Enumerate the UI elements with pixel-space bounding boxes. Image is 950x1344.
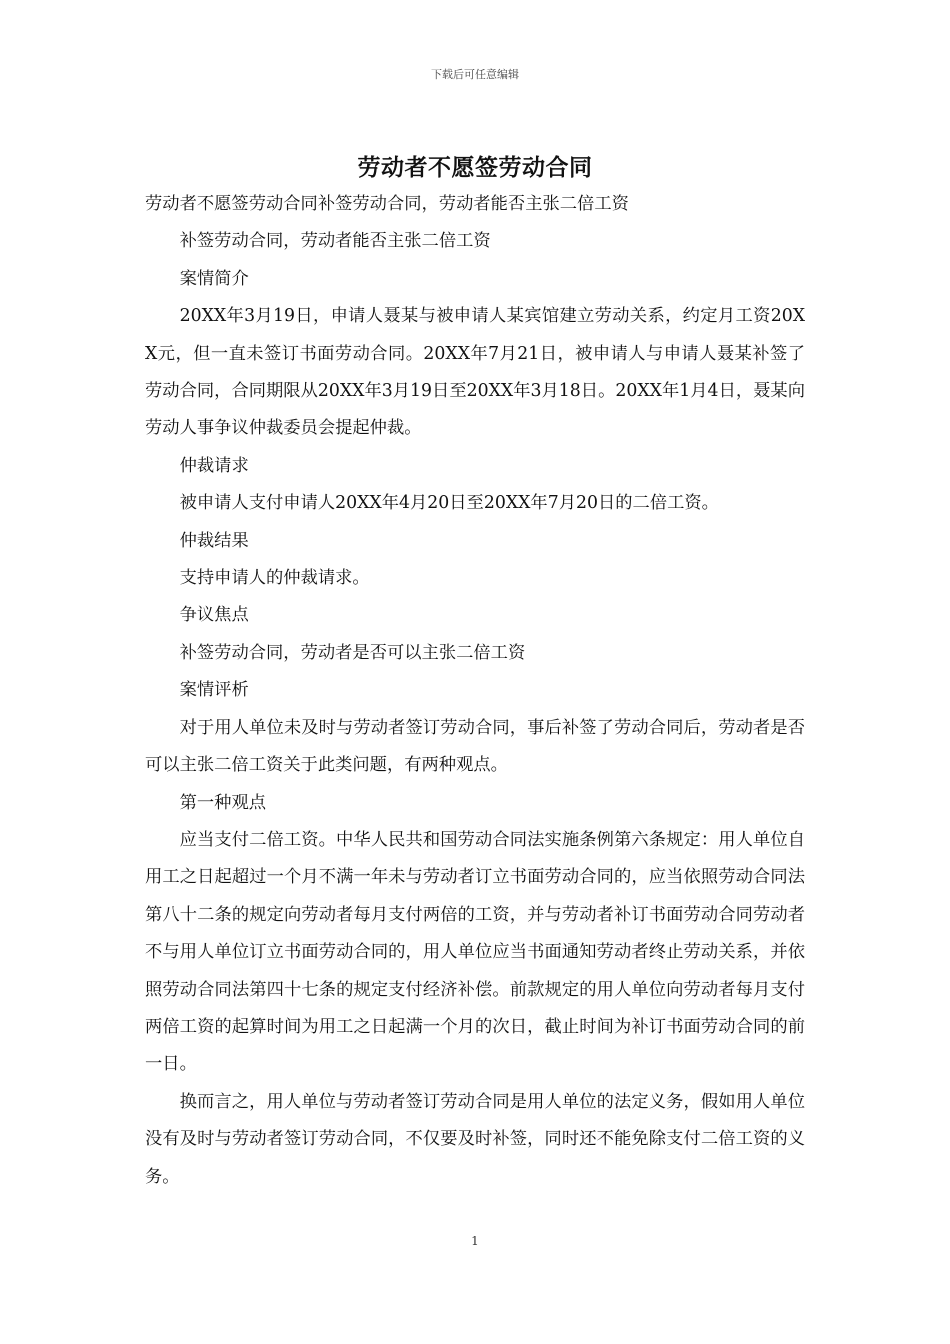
paragraph-dispute-focus: 补签劳动合同，劳动者是否可以主张二倍工资 (179, 642, 526, 663)
paragraph-first-view: 应当支付二倍工资。中华人民共和国劳动合同法实施条例第六条规定：用人单位自用工之日起超过一个月不满一年未与劳动者订立书面劳动合同的，应当依照劳动合同法第八十二条的规定向劳动者每月支付两倍的工资，并与劳动者补订书面劳动合同劳动者不与用人单位订立书面劳动合同的，用人单位应当书面通知劳动者终止劳动关系，并依照劳动合同法第四十七条的规定支付经济补偿。前款规定的用人单位向劳动者每月支付两倍工资的起算时间为用工之日起满一个月的次日，截止时间为补订书面劳动合同的前一日。 (145, 829, 805, 1075)
paragraph-case-summary: 20XX年3月19日，申请人聂某与被申请人某宾馆建立劳动关系，约定月工资20XX元，但一直未签订书面劳动合同。20XX年7月21日，被申请人与申请人聂某补签了劳动合同，合同期限从20XX年3月19日至20XX年3月18日。20XX年1月4日，聂某向劳动人事争议仲裁委员会提起仲裁。 (145, 306, 805, 439)
section-heading-case-summary: 案情简介 (179, 268, 249, 289)
page-number: 1 (471, 1234, 479, 1248)
section-heading-first-view: 第一种观点 (179, 792, 267, 813)
section-heading-arbitration-request: 仲裁请求 (179, 455, 249, 476)
paragraph-intro: 劳动者不愿签劳动合同补签劳动合同，劳动者能否主张二倍工资 (145, 194, 629, 214)
paragraph-arbitration-result: 支持申请人的仲裁请求。 (179, 568, 370, 589)
section-heading-dispute-focus: 争议焦点 (179, 605, 249, 626)
paragraph-conclusion: 换而言之，用人单位与劳动者签订劳动合同是用人单位的法定义务，假如用人单位没有及时与劳动者签订劳动合同，不仅要及时补签，同时还不能免除支付二倍工资的义务。 (145, 1091, 805, 1187)
document-title: 劳动者不愿签劳动合同 (357, 154, 593, 181)
section-heading-case-analysis: 案情评析 (179, 680, 249, 701)
paragraph-arbitration-request: 被申请人支付申请人20XX年4月20日至20XX年7月20日的二倍工资。 (179, 493, 719, 514)
paragraph-subtitle: 补签劳动合同，劳动者能否主张二倍工资 (179, 231, 491, 252)
paragraph-case-analysis: 对于用人单位未及时与劳动者签订劳动合同，事后补签了劳动合同后，劳动者是否可以主张二倍工资关于此类问题，有两种观点。 (145, 717, 805, 776)
document-body (145, 150, 805, 1196)
section-heading-arbitration-result: 仲裁结果 (179, 530, 249, 551)
page-header: 下载后可任意编辑 (431, 68, 519, 81)
